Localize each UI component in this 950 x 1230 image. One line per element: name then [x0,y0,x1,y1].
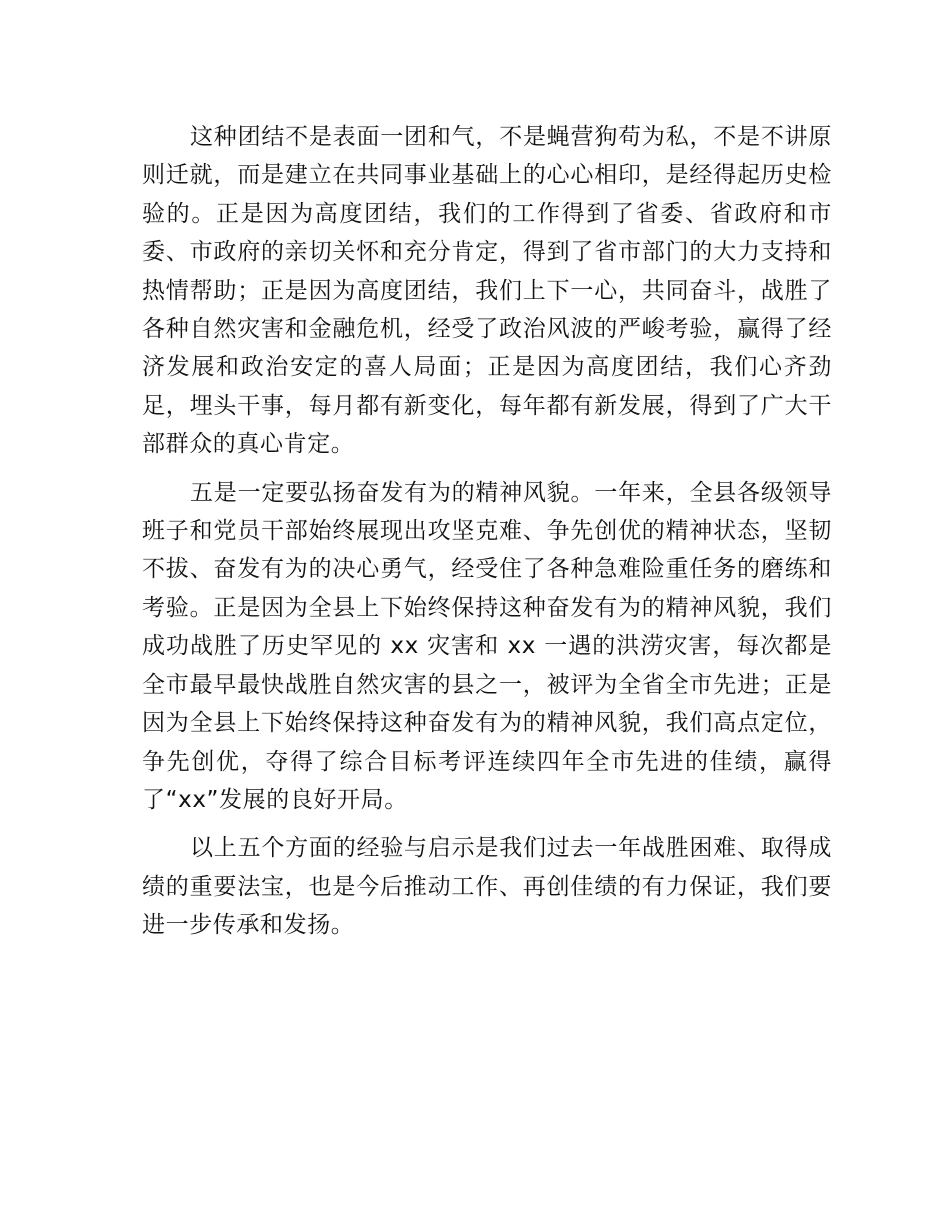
paragraph-spirit: 五是一定要弘扬奋发有为的精神风貌。一年来，全县各级领导班子和党员干部始终展现出攻坚克难、争先创优的精神状态，坚韧不拔、奋发有为的决心勇气，经受住了各种急难险重任务的磨练和考验。正是因为全县上下始终保持这种奋发有为的精神风貌，我们成功战胜了历史罕见的 xx 灾害和 xx 一遇的洪涝灾害，每次都是全市最早最快战胜自然灾害的县之一，被评为全省全市先进；正是因为全县上下始终保持这种奋发有为的精神风貌，我们高点定位，争先创优，夺得了综合目标考评连续四年全市先进的佳绩，赢得了“xx”发展的良好开局。 [142,479,832,813]
paragraph-conclusion: 以上五个方面的经验与启示是我们过去一年战胜困难、取得成绩的重要法宝，也是今后推动工作、再创佳绩的有力保证，我们要进一步传承和发扬。 [142,835,832,939]
document-body [142,118,832,945]
paragraph-unity: 这种团结不是表面一团和气，不是蝇营狗苟为私，不是不讲原则迁就，而是建立在共同事业基础上的心心相印，是经得起历史检验的。正是因为高度团结，我们的工作得到了省委、省政府和市委、市政府的亲切关怀和充分肯定，得到了省市部门的大力支持和热情帮助；正是因为高度团结，我们上下一心，共同奋斗，战胜了各种自然灾害和金融危机，经受了政治风波的严峻考验，赢得了经济发展和政治安定的喜人局面；正是因为高度团结，我们心齐劲足，埋头干事，每月都有新变化，每年都有新发展，得到了广大干部群众的真心肯定。 [142,124,832,458]
